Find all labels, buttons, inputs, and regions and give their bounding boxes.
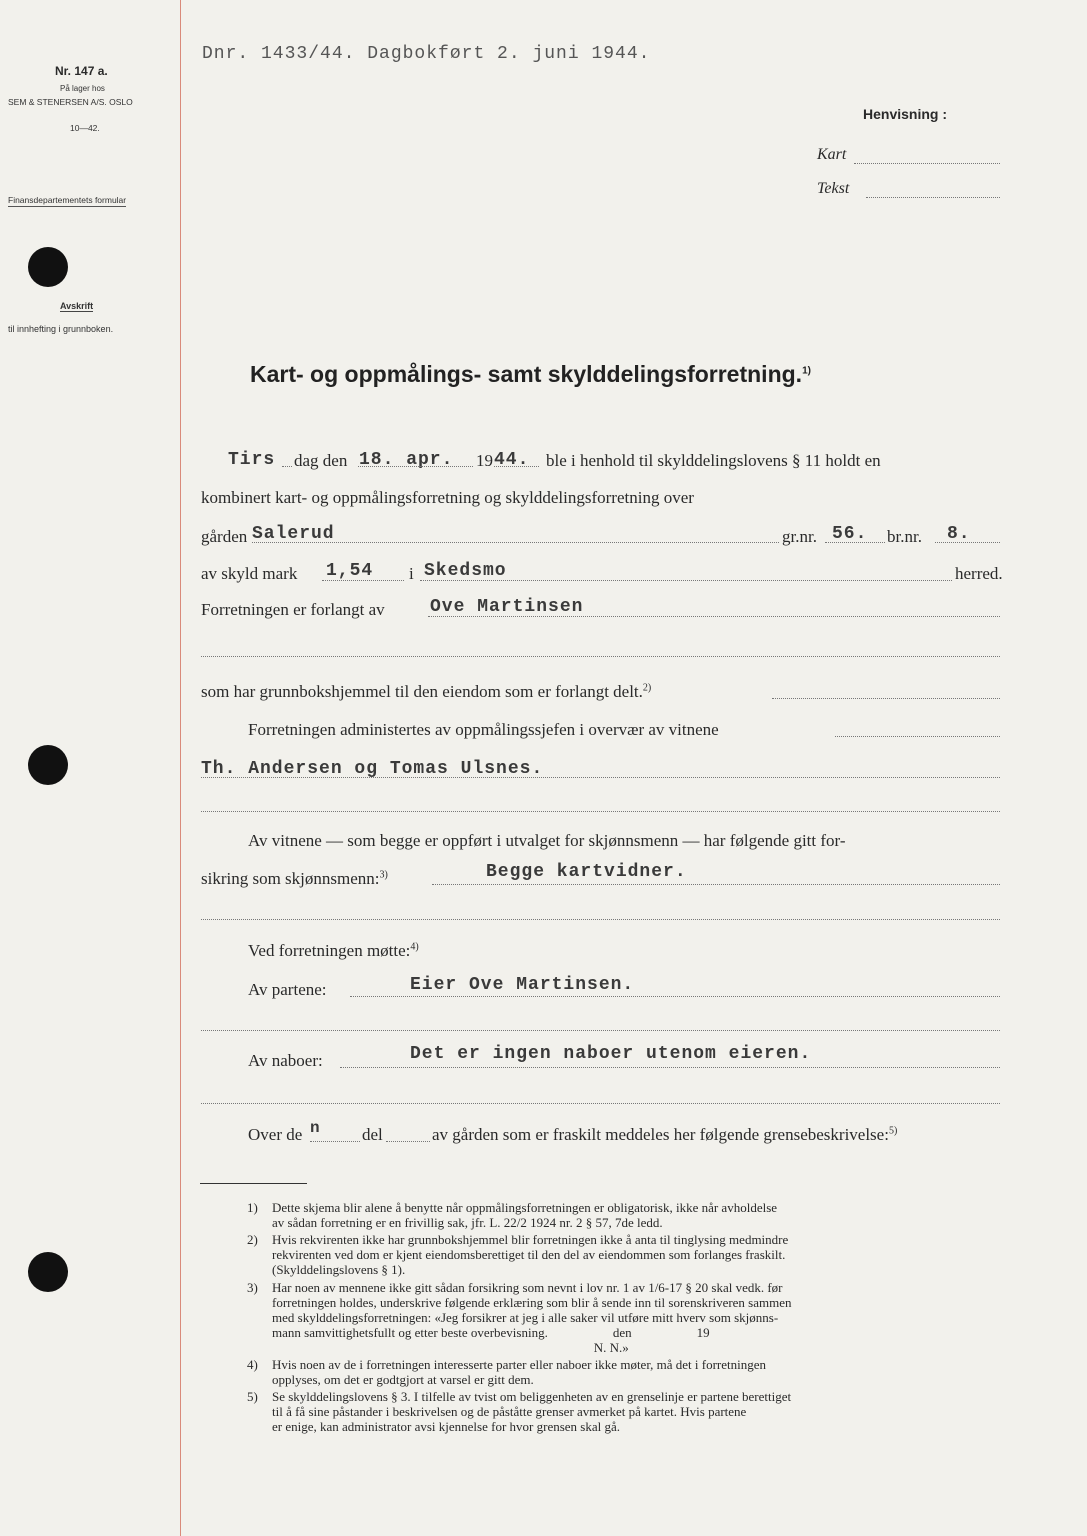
footnote-line: mann samvittighetsfullt og etter beste overbevisning. den 19 <box>272 1325 710 1340</box>
footnote-mark: 5) <box>247 1389 258 1404</box>
parties-field <box>350 996 1000 997</box>
grnr-label: gr.nr. <box>782 527 817 546</box>
title-holder-label: som har grunnbokshjemmel til den eiendom som er forlangt delt. <box>201 682 643 701</box>
neighbours-label: Av naboer: <box>248 1051 323 1070</box>
footnote-line: Hvis noen av de i forretningen interesserte parter eller naboer ikke møter, må det i forretningen <box>272 1357 767 1372</box>
skyld-value: 1,54 <box>326 561 374 581</box>
footnote-ref: 4) <box>410 941 419 953</box>
assurance-field-line2 <box>201 919 1000 920</box>
map-reference-field <box>854 163 1000 164</box>
printer-name: SEM & STENERSEN A/S. OSLO <box>8 97 133 107</box>
herred-field <box>420 580 952 581</box>
administered-text: Forretningen administertes av oppmålingssjefen i overvær av vitnene <box>248 720 719 739</box>
footnote-line: Hvis rekvirenten ikke har grunnbokshjemmel blir forretningen ikke å anta til tinglysing medmindre <box>272 1232 789 1247</box>
printer-line: På lager hos <box>60 84 105 93</box>
farm-label: gården <box>201 527 248 546</box>
footnote-ref: 1) <box>802 365 811 377</box>
grnr-value: 56. <box>832 524 868 544</box>
attendance-label: Ved forretningen møtte: <box>248 941 411 960</box>
neighbours-field <box>340 1067 1000 1068</box>
farm-field <box>252 542 779 543</box>
witness-assurance-label: sikring som skjønnsmenn: <box>201 869 380 888</box>
margin-rule <box>180 0 181 1536</box>
requester-field-line2 <box>201 656 1000 657</box>
witnesses-field-line2 <box>201 811 1000 812</box>
footnote-ref: 5) <box>888 1125 898 1137</box>
neighbours-field-line2 <box>201 1103 1000 1104</box>
footnote-line: Dette skjema blir alene å benytte når oppmålingsforretningen er obligatorisk, ikke når avholdelse <box>272 1200 778 1215</box>
administered-field <box>835 736 1000 737</box>
printer-date: 10—42. <box>70 123 100 133</box>
footnote-line: av sådan forretning er en frivillig sak, jfr. L. 22/2 1924 nr. 2 § 57, 7de ledd. <box>272 1215 663 1230</box>
punch-hole <box>28 247 68 287</box>
dag-den-label: dag den <box>294 451 348 470</box>
herred-name-value: Skedsmo <box>424 561 507 581</box>
title-holder-text <box>201 682 651 702</box>
skyld-field <box>322 580 404 581</box>
punch-hole <box>28 745 68 785</box>
grnr-field <box>825 542 885 543</box>
department-label: Finansdepartementets formular <box>8 195 127 205</box>
brnr-label: br.nr. <box>887 527 922 546</box>
over-label: Over de <box>248 1125 303 1144</box>
footnote-mark: 1) <box>247 1200 258 1215</box>
del-label: del <box>362 1125 383 1144</box>
attendance-text <box>248 941 419 961</box>
assurance-field <box>432 884 1000 885</box>
intro-text: ble i henhold til skylddelingslovens § 11 holdt en <box>546 451 881 470</box>
punch-hole <box>28 1252 68 1292</box>
neighbours-value: Det er ingen naboer utenom eieren. <box>410 1044 812 1064</box>
avskrift-label: Avskrift <box>60 301 94 311</box>
footnote-line: Har noen av mennene ikke gitt sådan forsikring som nevnt i lov nr. 1 av 1/6-17 § 20 skal vedk. før <box>272 1280 783 1295</box>
footnote-line: med skylddelingsforretningen: «Jeg forsikrer at jeg i alle saker vil utføre mitt hverv som skjønns- <box>272 1310 779 1325</box>
footnote-line: til å få sine påstander i beskrivelsen og de påståtte grenser avmerket på kartet. Hvis partene <box>272 1404 747 1419</box>
footnote-ref: 3) <box>379 869 388 881</box>
over-field <box>310 1141 360 1142</box>
footnote-line: (Skylddelingslovens § 1). <box>272 1262 406 1277</box>
witnesses-value: Th. Andersen og Tomas Ulsnes. <box>201 759 544 779</box>
year-prefix: 19 <box>476 451 493 470</box>
title-holder-field <box>772 698 1000 699</box>
text-reference-field <box>866 197 1000 198</box>
boundary-label: av gården som er fraskilt meddeles her følgende grensebeskrivelse: <box>432 1125 889 1144</box>
del-field <box>386 1141 430 1142</box>
footnote-line: N. N.» <box>272 1340 629 1355</box>
witnesses-field <box>201 777 1000 778</box>
brnr-field <box>935 542 1000 543</box>
footnote-mark: 3) <box>247 1280 258 1295</box>
registration-line: Dnr. 1433/44. Dagbokført 2. juni 1944. <box>202 44 651 64</box>
footnote-line: rekvirenten ved dom er kjent eiendomsberettiget til den del av eiendommen som forlanges fraskilt. <box>272 1247 786 1262</box>
text-reference-label: Tekst <box>817 180 850 197</box>
intro-text-line2: kombinert kart- og oppmålingsforretning og skylddelingsforretning over <box>201 488 694 507</box>
assurance-value: Begge kartvidner. <box>486 862 687 882</box>
witness-assurance-text-line2 <box>201 869 388 889</box>
boundary-text <box>432 1125 897 1145</box>
herred-label: herred. <box>955 564 1003 583</box>
year-field <box>494 466 539 467</box>
requester-label: Forretningen er forlangt av <box>201 600 385 619</box>
parties-value: Eier Ove Martinsen. <box>410 975 635 995</box>
i-label: i <box>409 564 414 583</box>
title-text: Kart- og oppmålings- samt skylddelingsforretning. <box>250 361 803 387</box>
form-number: Nr. 147 a. <box>55 64 108 78</box>
date-field <box>358 466 473 467</box>
footnote-separator <box>200 1183 307 1184</box>
weekday-value: Tirs <box>228 450 276 470</box>
map-reference-label: Kart <box>817 146 847 163</box>
weekday-dots <box>282 466 292 467</box>
requester-field <box>428 616 1000 617</box>
brnr-value: 8. <box>947 524 971 544</box>
parties-label: Av partene: <box>248 980 327 999</box>
form-title <box>250 361 811 388</box>
footnote-line: opplyses, om det er godtgjort at varsel er gitt dem. <box>272 1372 534 1387</box>
avskrift-subtitle: til innhefting i grunnboken. <box>8 324 114 334</box>
year-value: 44. <box>494 450 530 470</box>
footnote-ref: 2) <box>642 682 652 694</box>
footnote-mark: 2) <box>247 1232 258 1247</box>
witness-assurance-text: Av vitnene — som begge er oppført i utvalget for skjønnsmenn — har følgende gitt for- <box>248 831 846 850</box>
farm-value: Salerud <box>252 524 335 544</box>
footnote-line: er enige, kan administrator avsi kjennelse for hvor grensen skal gå. <box>272 1419 620 1434</box>
reference-heading: Henvisning : <box>863 106 948 122</box>
skyld-label: av skyld mark <box>201 564 298 583</box>
footnote-line: forretningen holdes, underskrive følgende erklæring som blir å sende inn til sorenskriveren sammen <box>272 1295 792 1310</box>
over-value: n <box>310 1119 321 1137</box>
requester-value: Ove Martinsen <box>430 597 584 617</box>
date-value: 18. apr. <box>359 450 454 470</box>
parties-field-line2 <box>201 1030 1000 1031</box>
footnote-mark: 4) <box>247 1357 258 1372</box>
footnote-line: Se skylddelingslovens § 3. I tilfelle av tvist om beliggenheten av en grenselinje er partene berettiget <box>272 1389 792 1404</box>
